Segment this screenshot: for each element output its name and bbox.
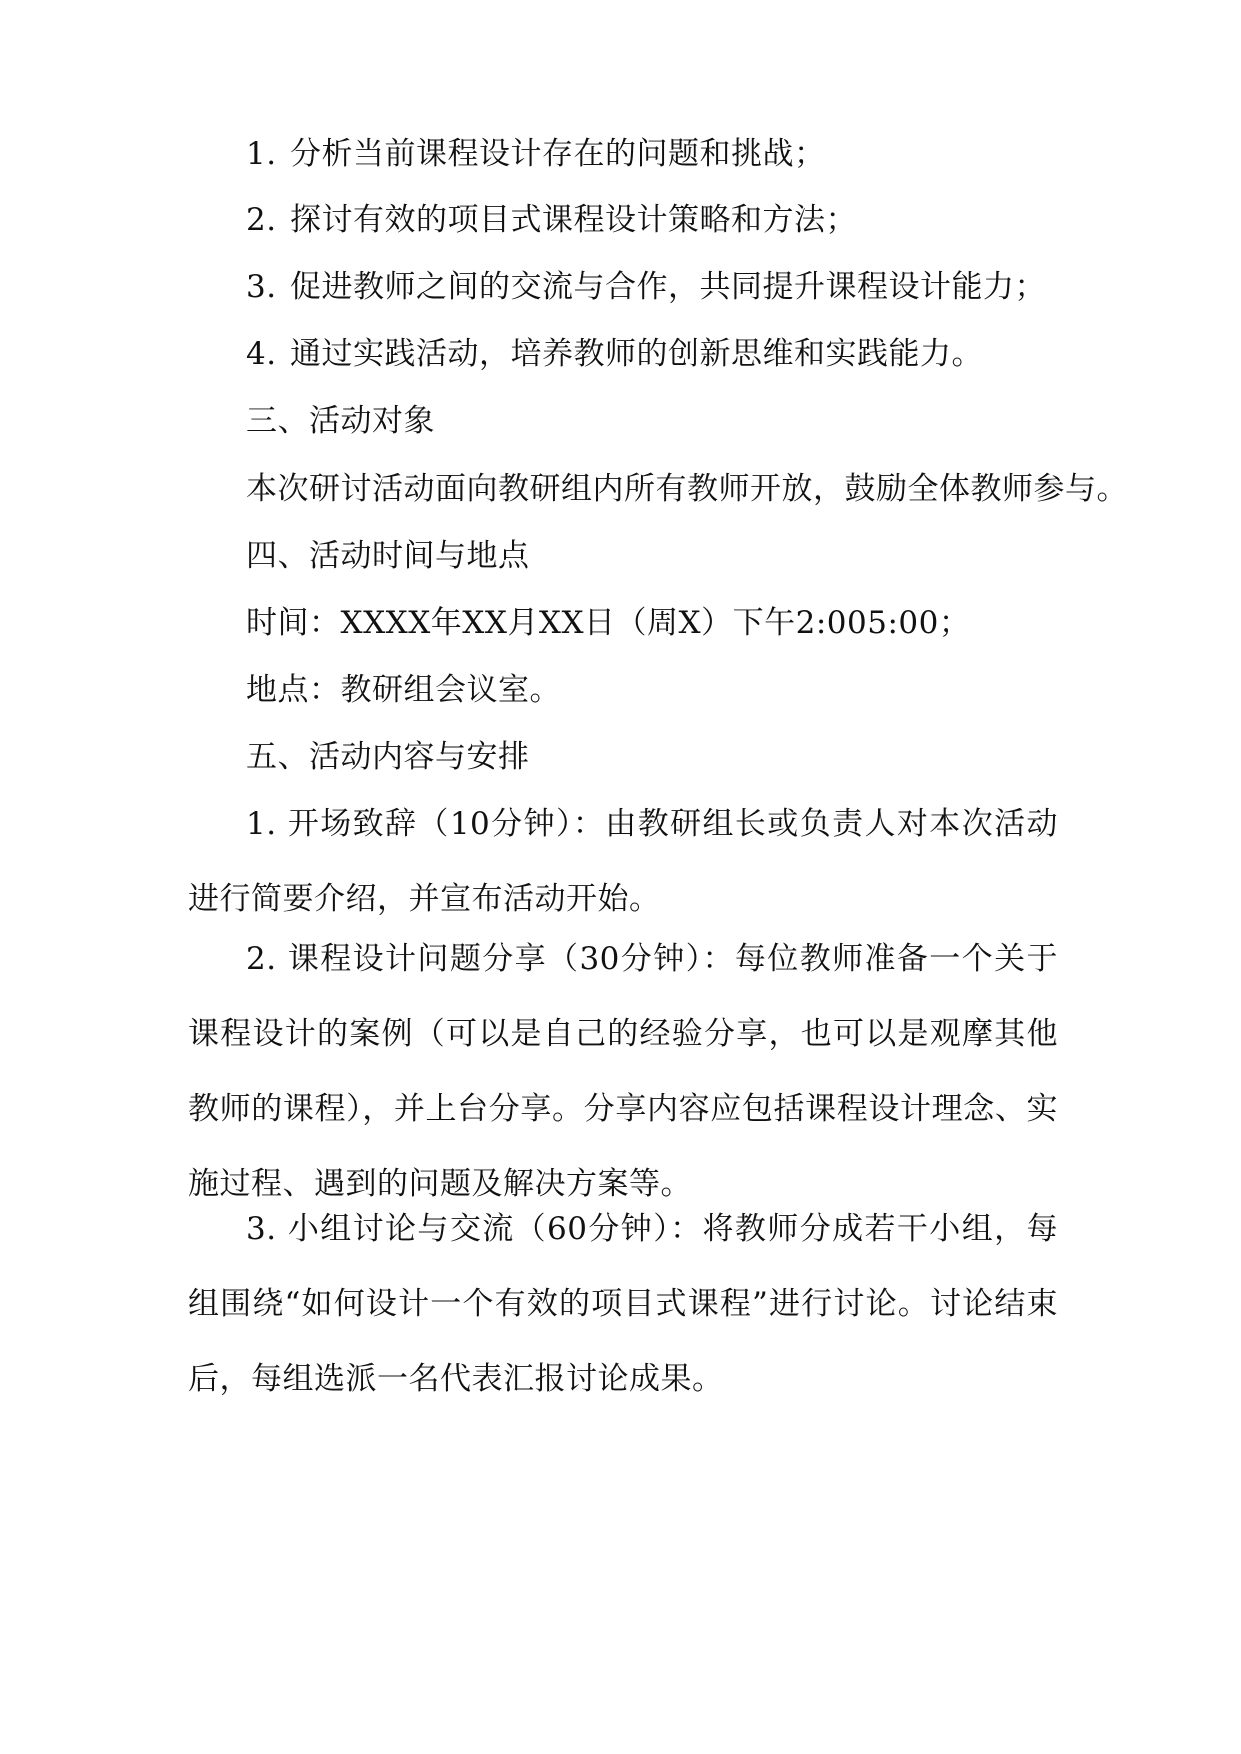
goal-text: 分析当前课程设计存在的问题和挑战； <box>290 136 826 172</box>
goal-number: 1. <box>246 136 277 172</box>
section-heading: 三、活动对象 <box>246 403 435 439</box>
goal-text: 通过实践活动，培养教师的创新思维和实践能力。 <box>290 336 983 372</box>
goal-number: 4. <box>246 336 277 372</box>
goal-item <box>246 117 826 192</box>
goal-text: 探讨有效的项目式课程设计策略和方法； <box>290 202 857 238</box>
goal-item <box>246 183 857 258</box>
event-place: 地点：教研组会议室。 <box>246 672 561 708</box>
agenda-item: 3. 小组讨论与交流（60分钟）：将教师分成若干小组，每组围绕“如何设计一个有效的项目式课程”进行讨论。讨论结束后，每组选派一名代表汇报讨论成果。 <box>188 1211 1058 1397</box>
section-body: 本次研讨活动面向教研组内所有教师开放，鼓励全体教师参与。 <box>246 471 1128 507</box>
goal-number: 2. <box>246 202 277 238</box>
goal-text: 促进教师之间的交流与合作，共同提升课程设计能力； <box>290 269 1046 305</box>
section-heading: 五、活动内容与安排 <box>246 739 530 775</box>
agenda-item: 1. 开场致辞（10分钟）：由教研组长或负责人对本次活动进行简要介绍，并宣布活动开始。 <box>188 806 1058 917</box>
section-heading: 四、活动时间与地点 <box>246 538 530 574</box>
event-time: 时间：XXXX年XX月XX日（周X）下午2:005:00； <box>246 605 971 641</box>
goal-number: 3. <box>246 269 277 305</box>
goal-item <box>246 250 1046 325</box>
goal-item <box>246 317 983 392</box>
agenda-item: 2. 课程设计问题分享（30分钟）：每位教师准备一个关于课程设计的案例（可以是自己的经验分享，也可以是观摩其他教师的课程），并上台分享。分享内容应包括课程设计理念、实施过程、遇到的问题及解决方案等。 <box>188 941 1058 1202</box>
